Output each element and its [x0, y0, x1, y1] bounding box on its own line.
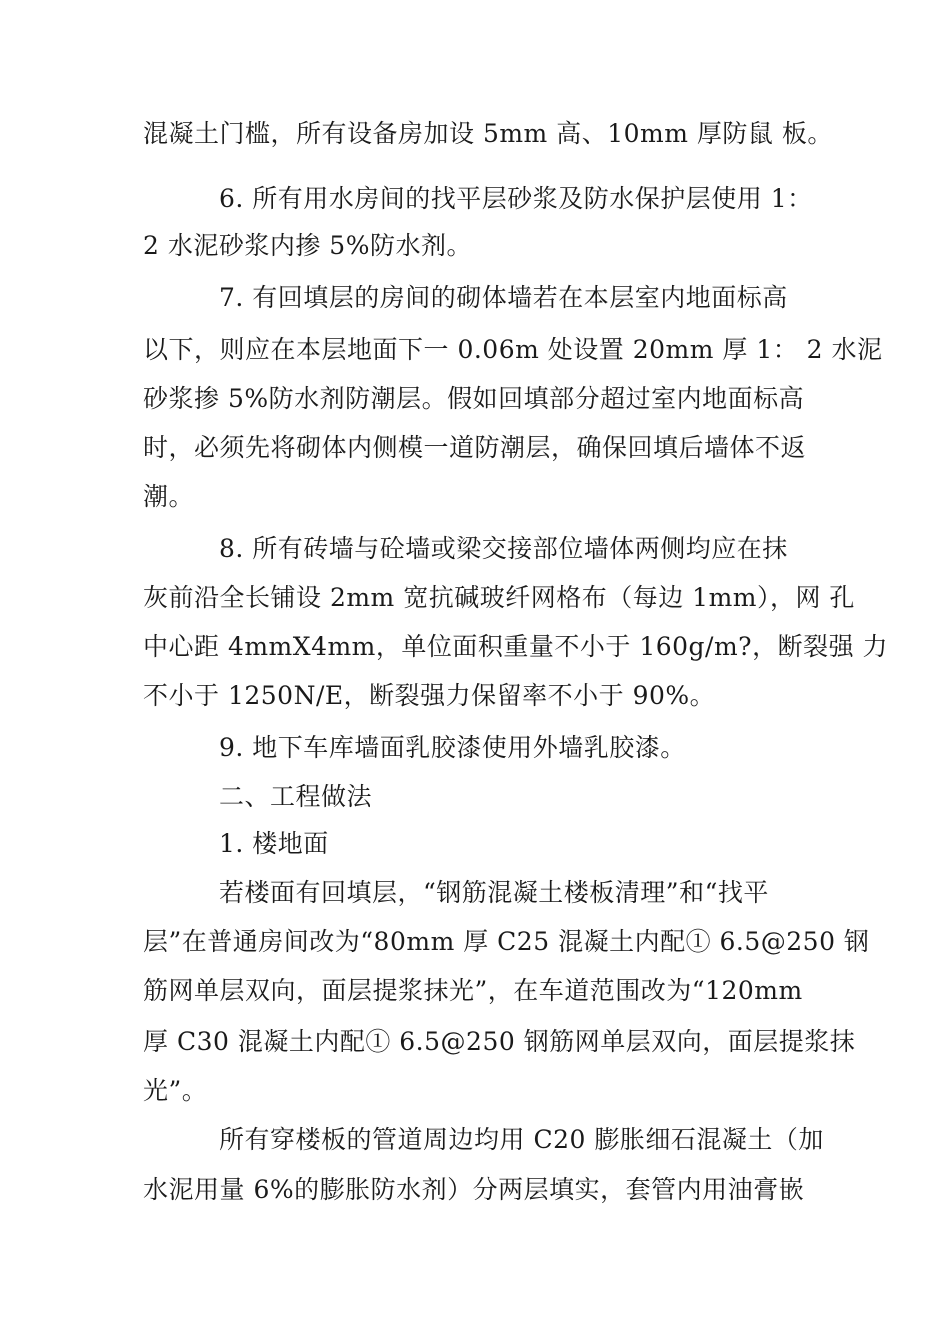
text-line: 6. 所有用水房间的找平层砂浆及防水保护层使用 1：	[219, 184, 813, 213]
subsection-heading: 1. 楼地面	[219, 829, 329, 858]
text-line: 时，必须先将砌体内侧模一道防潮层，确保回填后墙体不返	[143, 433, 807, 462]
text-line: 潮。	[143, 482, 195, 511]
section-heading: 二、工程做法	[219, 782, 373, 811]
text-line: 若楼面有回填层，“钢筋混凝土楼板清理”和“找平	[219, 878, 769, 907]
text-line: 厚 C30 混凝土内配① 6.5@250 钢筋网单层双向，面层提浆抹	[143, 1027, 856, 1056]
text-line: 不小于 1250N/E，断裂强力保留率不小于 90%。	[143, 681, 716, 710]
text-line: 7. 有回填层的房间的砌体墙若在本层室内地面标高	[219, 283, 788, 312]
text-line: 光”。	[143, 1076, 208, 1105]
text-line: 9. 地下车库墙面乳胶漆使用外墙乳胶漆。	[219, 733, 686, 762]
text-line: 水泥用量 6%的膨胀防水剂）分两层填实，套管内用油膏嵌	[143, 1175, 805, 1204]
text-line: 灰前沿全长铺设 2mm 宽抗碱玻纤网格布（每边 1mm），网 孔	[143, 583, 855, 612]
text-line: 筋网单层双向，面层提浆抹光”，在车道范围改为“120mm	[143, 976, 803, 1005]
text-line: 中心距 4mmX4mm，单位面积重量不小于 160g/m?，断裂强 力	[143, 632, 889, 661]
text-line: 层”在普通房间改为“80mm 厚 C25 混凝土内配① 6.5@250 钢	[143, 927, 870, 956]
text-line: 所有穿楼板的管道周边均用 C20 膨胀细石混凝土（加	[219, 1125, 824, 1154]
text-line: 以下，则应在本层地面下一 0.06m 处设置 20mm 厚 1： 2 水泥	[143, 335, 883, 364]
text-line: 8. 所有砖墙与砼墙或梁交接部位墙体两侧均应在抹	[219, 534, 788, 563]
text-line: 砂浆掺 5%防水剂防潮层。假如回填部分超过室内地面标高	[143, 384, 805, 413]
text-line: 2 水泥砂浆内掺 5%防水剂。	[143, 231, 472, 260]
text-line: 混凝土门槛，所有设备房加设 5mm 高、10mm 厚防鼠 板。	[143, 119, 833, 148]
